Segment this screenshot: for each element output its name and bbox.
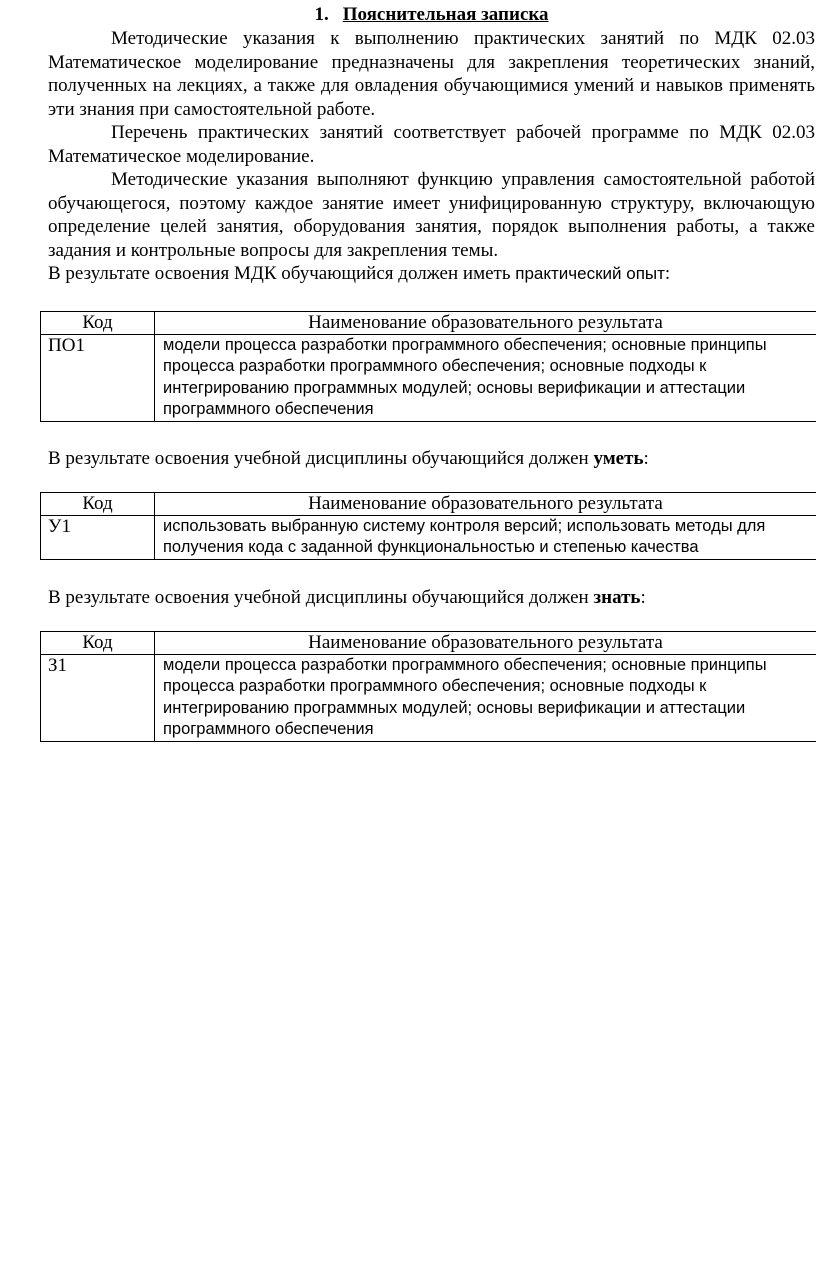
table-header-row <box>41 631 816 654</box>
intro-emphasis: практический опыт <box>515 264 665 283</box>
table-row <box>41 334 816 421</box>
results-table-skills <box>40 492 816 560</box>
section-text: В результате освоения учебной дисциплины обучающийся должен <box>48 447 594 469</box>
section-emphasis: уметь <box>593 447 644 469</box>
intro-colon: : <box>664 263 671 284</box>
row-value: использовать выбранную систему контроля версий; использовать методы для получения кода с заданной функциональностью и степенью качества <box>155 515 816 559</box>
header-name: Наименование образовательного результата <box>155 631 816 654</box>
section-colon: : <box>640 586 646 608</box>
row-code: ПО1 <box>41 334 155 421</box>
header-code: Код <box>41 492 155 515</box>
header-code: Код <box>41 631 155 654</box>
paragraph-list: Перечень практических занятий соответствует рабочей программе по МДК 02.03 Математическое моделирование. <box>48 122 815 167</box>
heading-number: 1. <box>314 4 329 25</box>
section-knowledge-intro <box>48 586 815 609</box>
table-row <box>41 654 816 741</box>
table-header-row <box>41 492 816 515</box>
section-emphasis: знать <box>593 586 641 608</box>
section-heading <box>48 3 815 27</box>
paragraph-experience-intro <box>48 262 815 286</box>
section-text: В результате освоения учебной дисциплины обучающийся должен <box>48 586 594 608</box>
results-table-knowledge <box>40 631 816 742</box>
header-name: Наименование образовательного результата <box>155 492 816 515</box>
header-name: Наименование образовательного результата <box>155 311 816 334</box>
intro-text: В результате освоения МДК обучающийся должен иметь <box>48 263 516 284</box>
table-header-row <box>41 311 816 334</box>
table-row <box>41 515 816 559</box>
header-code: Код <box>41 311 155 334</box>
section-colon: : <box>643 447 649 469</box>
paragraph-structure: Методические указания выполняют функцию управления самостоятельной работой обучающегося, поэтому каждое занятие имеет унифицированную структуру, включающую определение целей занятия, оборудования занятия, порядок выполнения работы, а также задания и контрольные вопросы для закрепления темы. <box>48 169 815 261</box>
section-skills-intro <box>48 447 815 470</box>
paragraph-purpose: Методические указания к выполнению практических занятий по МДК 02.03 Математическое моделирование предназначены для закрепления теоретических знаний, полученных на лекциях, а также для овладения обучающимися умений и навыков применять эти знания при самостоятельной работе. <box>48 28 815 120</box>
document-page <box>48 0 815 742</box>
row-value: модели процесса разработки программного обеспечения; основные принципы процесса разработки программного обеспечения; основные подходы к интегрированию программных модулей; основы верификации и аттестации программного обеспечения <box>155 654 816 741</box>
row-code: У1 <box>41 515 155 559</box>
heading-title: Пояснительная записка <box>342 4 549 25</box>
row-value: модели процесса разработки программного обеспечения; основные принципы процесса разработки программного обеспечения; основные подходы к интегрированию программных модулей; основы верификации и аттестации программного обеспечения <box>155 334 816 421</box>
row-code: З1 <box>41 654 155 741</box>
results-table-experience <box>40 311 816 422</box>
